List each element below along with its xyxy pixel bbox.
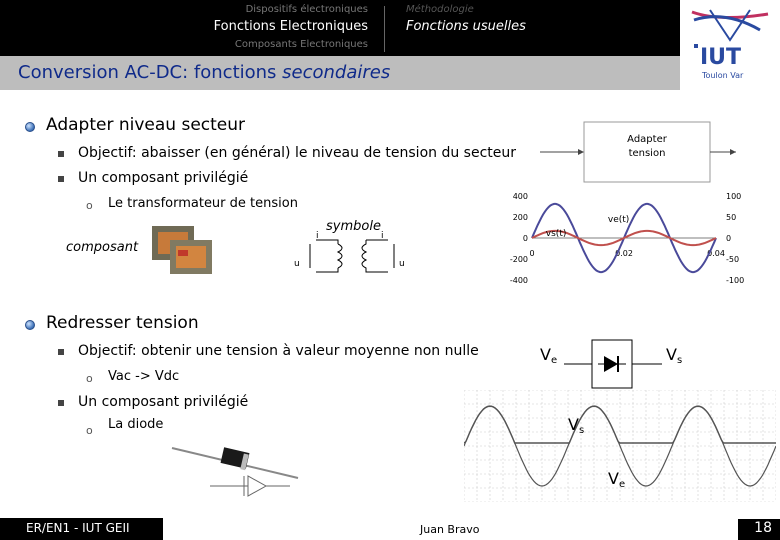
sub-bullet-o: o <box>86 199 93 212</box>
section1-bullet <box>25 122 35 132</box>
section1-objective: Objectif: abaisser (en général) le niveau de tension du secteur <box>78 145 517 161</box>
sub-bullet-o3: o <box>86 424 93 437</box>
section2-heading: Redresser tension <box>46 313 199 333</box>
objective-bullet <box>58 151 64 157</box>
x-tick-label: 0.04 <box>707 249 725 258</box>
component-bullet <box>58 176 64 182</box>
diode-vs-label: V <box>666 345 677 364</box>
footer-course <box>0 518 163 540</box>
x-tick-label: 0 <box>529 249 535 258</box>
symbol-u1: u <box>294 259 300 269</box>
x-tick-label: 0.02 <box>615 249 633 258</box>
component2-bullet <box>58 400 64 406</box>
y-left-tick-label: -200 <box>509 255 528 264</box>
diode-symbol-block <box>536 336 696 392</box>
y-left-tick-label: 200 <box>512 213 528 222</box>
header-breadcrumb-1: Dispositifs électroniques <box>245 4 368 15</box>
page-number <box>738 519 780 540</box>
symbol-i2: i <box>381 231 384 241</box>
title-bar <box>0 56 680 90</box>
iut-logo-graphic <box>680 0 780 88</box>
symbol-u2: u <box>399 259 405 269</box>
logo-subtext: Toulon Var <box>702 71 744 80</box>
header-breadcrumb-2: Fonctions Electroniques <box>213 19 368 34</box>
iut-logo <box>680 0 780 88</box>
diode-ve-label: V <box>540 345 551 364</box>
slide-title <box>18 62 390 83</box>
rectifier-vs-label: V <box>568 415 579 434</box>
series-label-ve: ve(t) <box>607 214 630 225</box>
block-label-line2: tension <box>628 148 666 159</box>
adapter-tension-block <box>540 110 740 190</box>
voltage-chart <box>500 188 750 292</box>
header-divider <box>384 6 385 52</box>
transformer-symbol <box>286 222 416 286</box>
section1-component: Un composant privilégié <box>78 170 249 186</box>
y-right-tick-label: -100 <box>726 276 745 285</box>
header-usual-functions: Fonctions usuelles <box>406 19 526 34</box>
y-left-tick-label: 0 <box>522 234 528 243</box>
y-left-tick-label: -400 <box>509 276 528 285</box>
diode-ve-sub: e <box>551 355 558 366</box>
footer-course-text: ER/EN1 - IUT GEII <box>26 521 130 535</box>
title-rule <box>0 90 780 93</box>
header-breadcrumb-3: Composants Electroniques <box>234 39 368 50</box>
section2-objective: Objectif: obtenir une tension à valeur moyenne non nulle <box>78 343 479 359</box>
header-band <box>0 0 780 56</box>
objective2-bullet <box>58 349 64 355</box>
header-left <box>214 4 368 50</box>
title-main: Conversion AC-DC: fonctions <box>18 62 283 83</box>
transformer-photo <box>146 222 216 278</box>
section2-sub-item2: La diode <box>108 417 164 432</box>
rectifier-vs-sub: s <box>579 425 585 436</box>
section2-component: Un composant privilégié <box>78 394 249 410</box>
y-right-tick-label: -50 <box>726 255 740 264</box>
section2-sub-item: Vac -> Vdc <box>108 369 180 384</box>
section1-sub-item: Le transformateur de tension <box>108 196 298 211</box>
y-left-tick-label: 400 <box>512 192 528 201</box>
y-right-tick-label: 0 <box>726 234 732 243</box>
section1-heading: Adapter niveau secteur <box>46 115 246 135</box>
series-label-vs: vs(t) <box>545 229 567 239</box>
rectifier-labels <box>560 408 640 498</box>
symbol-i1: i <box>316 231 319 241</box>
label-symbole: symbole <box>326 219 381 234</box>
logo-text: IUT <box>700 45 742 70</box>
diode-vs-sub: s <box>677 355 683 366</box>
header-right <box>406 4 526 34</box>
label-composant: composant <box>66 240 139 255</box>
rectifier-ve-sub: e <box>619 479 626 490</box>
section2-bullet <box>25 320 35 330</box>
page-number-text: 18 <box>754 520 772 536</box>
y-right-tick-label: 50 <box>726 213 737 222</box>
rectifier-ve-label: V <box>608 469 619 488</box>
title-italic: secondaires <box>282 62 391 83</box>
sub-bullet-o2: o <box>86 372 93 385</box>
y-right-tick-label: 100 <box>726 192 742 201</box>
header-methodology: Méthodologie <box>406 4 474 15</box>
block-label-line1: Adapter <box>627 134 667 145</box>
diode-photo <box>170 432 302 504</box>
footer-author: Juan Bravo <box>420 523 480 536</box>
